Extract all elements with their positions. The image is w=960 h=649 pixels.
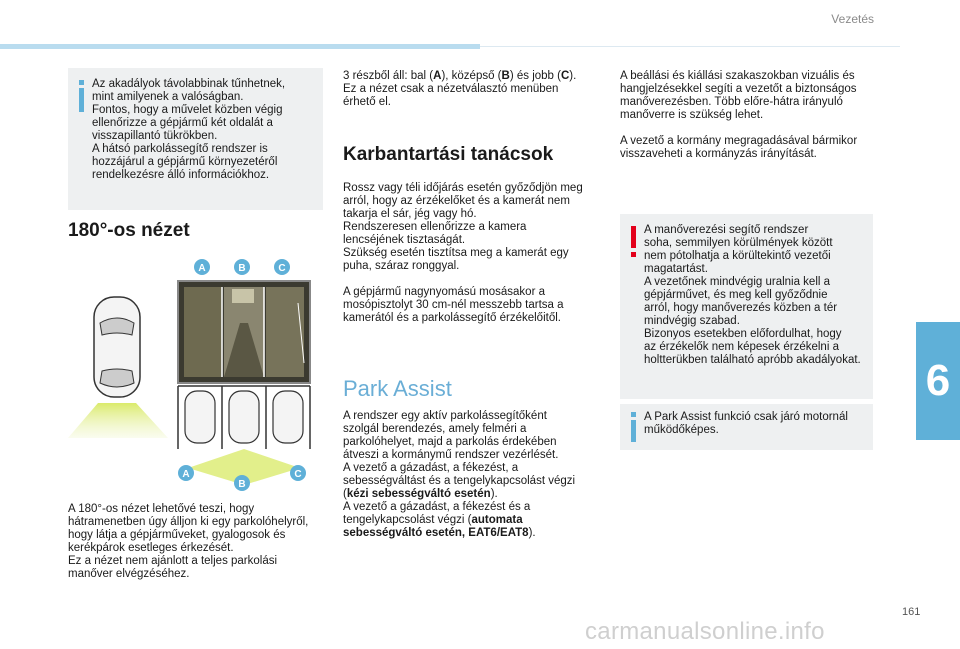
intro-text-2: ), középső (	[441, 70, 502, 82]
intro-label-a: A	[433, 70, 442, 82]
label-b-top	[234, 259, 250, 275]
chapter-tab: 6	[916, 322, 960, 440]
intro-text-1: 3 részből áll: bal (	[343, 70, 434, 82]
intro-label-c: C	[560, 70, 570, 82]
camera-screen	[178, 281, 310, 383]
label-c-top	[274, 259, 290, 275]
header-rule	[480, 46, 900, 47]
park-assist-manual-gearbox: kézi sebességváltó esetén	[346, 488, 491, 500]
label-b-bottom	[234, 475, 250, 491]
middle-column	[343, 70, 605, 122]
car-top-view	[68, 297, 168, 438]
intro-text-4: ).	[569, 70, 577, 82]
info-icon	[630, 412, 638, 446]
paragraph-park-assist-signals: A beállási és kiállási szakaszokban vizuális és hangjelzésekkel segíti a vezetőt a biztonságos manőverezésben. Több előre-hátra irányuló manőverre is szükség lehet.	[620, 70, 857, 121]
label-a-text: A	[198, 263, 206, 274]
paragraph-maintenance-washing: A gépjármű nagynyomású mosásakor a mosópisztolyt 30 cm-nél messzebb tartsa a kamerától és a parkolássegítő érzékelőitől.	[343, 286, 564, 324]
warning-icon	[630, 226, 638, 262]
info-note-text: Az akadályok távolabbinak tűnhetnek, mint amilyenek a valóságban. Fontos, hogy a művelet közben végig ellenőrizze a gépjármű két oldalát a visszapillantó tükrökben. A hátsó parkolássegítő rendszer is hozzájárul a gépjármű környezetéről rendelkezésre álló információkhoz.	[92, 78, 286, 181]
label-b-text: B	[238, 479, 246, 490]
intro-text-rest: Ez a nézet csak a nézetválasztó menüben érhető el.	[343, 83, 559, 108]
label-a-top	[194, 259, 210, 275]
heading-maintenance: Karbantartási tanácsok	[343, 144, 554, 165]
section-title: Vezetés	[831, 12, 874, 26]
paragraph-maintenance-weather: Rossz vagy téli időjárás esetén győződjön meg arról, hogy az érzékelőket és a kamerát nem takarja el sár, jég vagy hó. Rendszeresen ellenőrizze a kamera lencséjének tisztaságát. Szükség esetén tisztítsa meg a kamerát egy puha, száraz ronggyal.	[343, 182, 583, 272]
label-a-bottom	[178, 465, 194, 481]
label-b-text: B	[238, 263, 246, 274]
page-number: 161	[902, 606, 921, 618]
park-assist-text-a: A rendszer egy aktív parkolássegítőként szolgál berendezés, amely felméri a parkolóhelyet, majd a parkolás érdekében átveszi a kormánymű rendszer vezérlését. A vezető a gázadást, a fékezést, a sebességváltást és a tengelykapcsolást végzi (	[343, 410, 576, 500]
header-accent-bar	[0, 44, 480, 49]
warning-note-text: A manőverezési segítő rendszer soha, semmilyen körülmények között nem pótolhatja a körültekintő vezetői magatartást. A vezetőnek mindvégig uralnia kell a gépjárművet, és meg kell győződnie arról, hogy manőverezés közben a tér mindvégig szabad. Bizonyos esetekben előfordulhat, hogy az érzékelők nem képesek érzékelni a holtterükben található apróbb akadályokat.	[644, 224, 861, 366]
info-note-obstacles	[68, 68, 323, 210]
maintenance-text	[343, 182, 605, 338]
left-paragraph	[68, 503, 338, 594]
info-icon	[78, 80, 86, 116]
heading-180-view: 180°-os nézet	[68, 220, 190, 241]
info-note-engine	[620, 404, 873, 450]
paragraph-steering-takeover: A vezető a kormány megragadásával bármikor visszaveheti a kormányzás irányítását.	[620, 135, 858, 160]
paragraph-park-assist-desc	[343, 410, 605, 540]
intro-text-3: ) és jobb (	[509, 70, 561, 82]
label-c-text: C	[294, 469, 302, 480]
label-c-text: C	[278, 263, 286, 274]
label-a-text: A	[182, 469, 190, 480]
heading-park-assist: Park Assist	[343, 376, 452, 401]
paragraph-view-parts	[343, 70, 605, 109]
camera-view-illustration	[68, 253, 328, 491]
right-column	[620, 70, 880, 174]
parking-row-diagram	[178, 386, 310, 485]
park-assist-automatic-gearbox: automata sebességváltó esetén, EAT6/EAT8	[343, 514, 529, 539]
park-assist-text	[343, 410, 605, 553]
park-assist-text-c: ). A vezető a gázadást, a fékezést és a tengelykapcsolást végzi (	[343, 488, 531, 526]
info-note-engine-text: A Park Assist funkció csak járó motornál működőképes.	[644, 411, 848, 436]
label-c-bottom	[290, 465, 306, 481]
park-assist-text-d: ).	[528, 527, 536, 539]
paragraph-180-view-usage: A 180°-os nézet lehetővé teszi, hogy hátramenetben úgy álljon ki egy parkolóhelyről, hogy látja a gépjárműveket, gyalogosok és kerékpárok esetleges érkezését. Ez a nézet nem ajánlott a teljes parkolási manőver elvégzéséhez.	[68, 503, 309, 580]
watermark: carmanualsonline.info	[585, 618, 825, 645]
intro-label-b: B	[501, 70, 510, 82]
warning-note	[620, 214, 873, 399]
